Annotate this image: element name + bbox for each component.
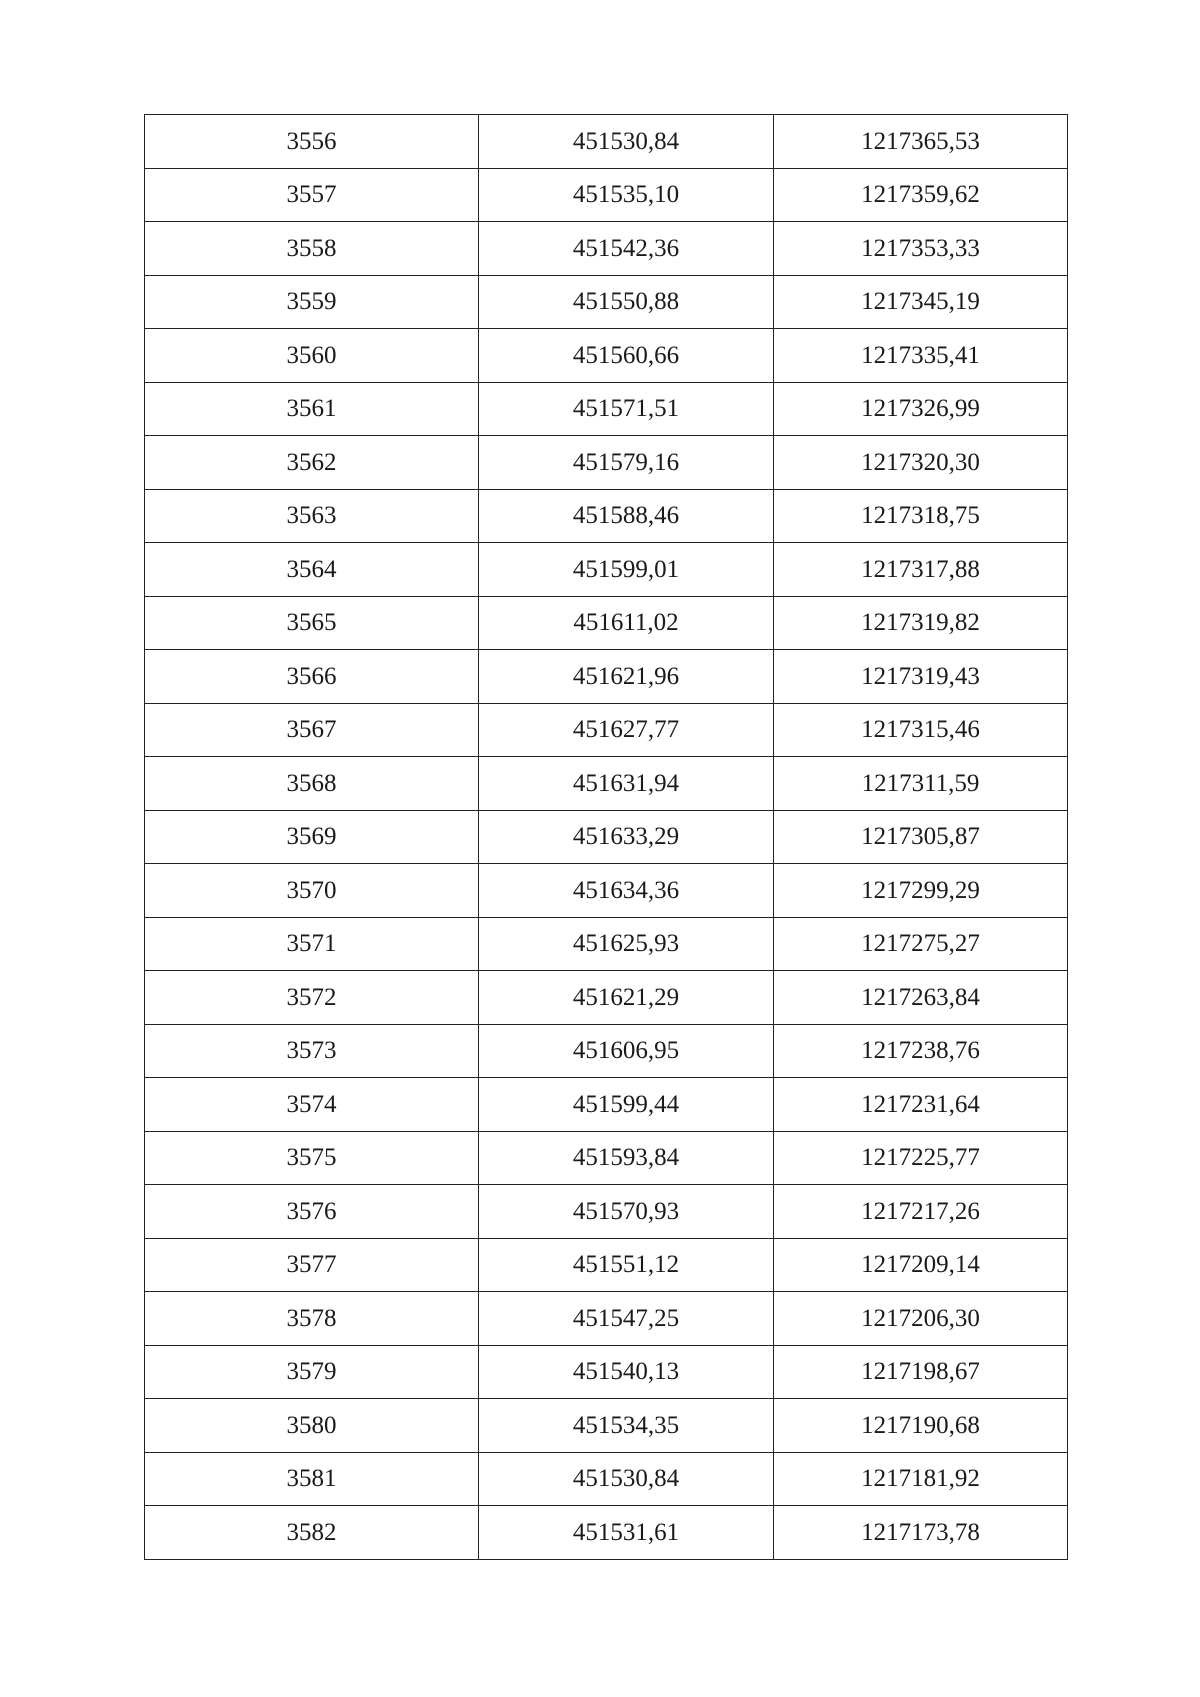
- y-coordinate-cell: 1217198,67: [774, 1345, 1068, 1399]
- y-coordinate-cell: 1217299,29: [774, 864, 1068, 918]
- table-row: [145, 864, 1068, 918]
- y-coordinate-cell: 1217359,62: [774, 168, 1068, 222]
- x-coordinate-cell: 451530,84: [479, 115, 774, 169]
- point-number-cell: 3557: [145, 168, 479, 222]
- point-number-cell: 3558: [145, 222, 479, 276]
- x-coordinate-cell: 451534,35: [479, 1399, 774, 1453]
- point-number-cell: 3569: [145, 810, 479, 864]
- x-coordinate-cell: 451606,95: [479, 1024, 774, 1078]
- point-number-cell: 3568: [145, 757, 479, 811]
- point-number-cell: 3571: [145, 917, 479, 971]
- point-number-cell: 3565: [145, 596, 479, 650]
- point-number-cell: 3575: [145, 1131, 479, 1185]
- y-coordinate-cell: 1217305,87: [774, 810, 1068, 864]
- y-coordinate-cell: 1217365,53: [774, 115, 1068, 169]
- table-row: [145, 543, 1068, 597]
- x-coordinate-cell: 451547,25: [479, 1292, 774, 1346]
- point-number-cell: 3570: [145, 864, 479, 918]
- x-coordinate-cell: 451633,29: [479, 810, 774, 864]
- y-coordinate-cell: 1217275,27: [774, 917, 1068, 971]
- x-coordinate-cell: 451599,01: [479, 543, 774, 597]
- y-coordinate-cell: 1217318,75: [774, 489, 1068, 543]
- table-row: [145, 1292, 1068, 1346]
- x-coordinate-cell: 451550,88: [479, 275, 774, 329]
- table-row: [145, 222, 1068, 276]
- table-row: [145, 1185, 1068, 1239]
- table-row: [145, 1452, 1068, 1506]
- table-row: [145, 115, 1068, 169]
- x-coordinate-cell: 451625,93: [479, 917, 774, 971]
- table-row: [145, 436, 1068, 490]
- x-coordinate-cell: 451599,44: [479, 1078, 774, 1132]
- x-coordinate-cell: 451588,46: [479, 489, 774, 543]
- x-coordinate-cell: 451531,61: [479, 1506, 774, 1560]
- y-coordinate-cell: 1217217,26: [774, 1185, 1068, 1239]
- x-coordinate-cell: 451540,13: [479, 1345, 774, 1399]
- point-number-cell: 3580: [145, 1399, 479, 1453]
- x-coordinate-cell: 451551,12: [479, 1238, 774, 1292]
- y-coordinate-cell: 1217190,68: [774, 1399, 1068, 1453]
- y-coordinate-cell: 1217209,14: [774, 1238, 1068, 1292]
- x-coordinate-cell: 451571,51: [479, 382, 774, 436]
- coordinates-table-body: [145, 115, 1068, 1560]
- table-row: [145, 1238, 1068, 1292]
- y-coordinate-cell: 1217319,82: [774, 596, 1068, 650]
- point-number-cell: 3576: [145, 1185, 479, 1239]
- y-coordinate-cell: 1217181,92: [774, 1452, 1068, 1506]
- table-row: [145, 489, 1068, 543]
- point-number-cell: 3577: [145, 1238, 479, 1292]
- y-coordinate-cell: 1217335,41: [774, 329, 1068, 383]
- table-row: [145, 275, 1068, 329]
- x-coordinate-cell: 451579,16: [479, 436, 774, 490]
- table-row: [145, 329, 1068, 383]
- x-coordinate-cell: 451530,84: [479, 1452, 774, 1506]
- point-number-cell: 3559: [145, 275, 479, 329]
- point-number-cell: 3562: [145, 436, 479, 490]
- point-number-cell: 3563: [145, 489, 479, 543]
- table-row: [145, 596, 1068, 650]
- point-number-cell: 3561: [145, 382, 479, 436]
- y-coordinate-cell: 1217326,99: [774, 382, 1068, 436]
- point-number-cell: 3578: [145, 1292, 479, 1346]
- table-row: [145, 1131, 1068, 1185]
- point-number-cell: 3567: [145, 703, 479, 757]
- point-number-cell: 3582: [145, 1506, 479, 1560]
- y-coordinate-cell: 1217206,30: [774, 1292, 1068, 1346]
- y-coordinate-cell: 1217320,30: [774, 436, 1068, 490]
- y-coordinate-cell: 1217173,78: [774, 1506, 1068, 1560]
- x-coordinate-cell: 451621,29: [479, 971, 774, 1025]
- table-row: [145, 757, 1068, 811]
- x-coordinate-cell: 451627,77: [479, 703, 774, 757]
- table-row: [145, 1078, 1068, 1132]
- y-coordinate-cell: 1217225,77: [774, 1131, 1068, 1185]
- y-coordinate-cell: 1217263,84: [774, 971, 1068, 1025]
- x-coordinate-cell: 451570,93: [479, 1185, 774, 1239]
- table-row: [145, 1506, 1068, 1560]
- x-coordinate-cell: 451560,66: [479, 329, 774, 383]
- point-number-cell: 3560: [145, 329, 479, 383]
- point-number-cell: 3556: [145, 115, 479, 169]
- point-number-cell: 3579: [145, 1345, 479, 1399]
- table-row: [145, 1399, 1068, 1453]
- table-row: [145, 1024, 1068, 1078]
- x-coordinate-cell: 451621,96: [479, 650, 774, 704]
- table-row: [145, 382, 1068, 436]
- x-coordinate-cell: 451611,02: [479, 596, 774, 650]
- y-coordinate-cell: 1217353,33: [774, 222, 1068, 276]
- y-coordinate-cell: 1217319,43: [774, 650, 1068, 704]
- x-coordinate-cell: 451634,36: [479, 864, 774, 918]
- y-coordinate-cell: 1217231,64: [774, 1078, 1068, 1132]
- table-row: [145, 650, 1068, 704]
- point-number-cell: 3566: [145, 650, 479, 704]
- x-coordinate-cell: 451593,84: [479, 1131, 774, 1185]
- coordinates-table: [144, 114, 1068, 1560]
- point-number-cell: 3564: [145, 543, 479, 597]
- table-row: [145, 810, 1068, 864]
- table-row: [145, 1345, 1068, 1399]
- table-row: [145, 168, 1068, 222]
- x-coordinate-cell: 451535,10: [479, 168, 774, 222]
- point-number-cell: 3574: [145, 1078, 479, 1132]
- y-coordinate-cell: 1217311,59: [774, 757, 1068, 811]
- y-coordinate-cell: 1217345,19: [774, 275, 1068, 329]
- x-coordinate-cell: 451542,36: [479, 222, 774, 276]
- y-coordinate-cell: 1217315,46: [774, 703, 1068, 757]
- y-coordinate-cell: 1217238,76: [774, 1024, 1068, 1078]
- table-row: [145, 971, 1068, 1025]
- table-row: [145, 703, 1068, 757]
- x-coordinate-cell: 451631,94: [479, 757, 774, 811]
- y-coordinate-cell: 1217317,88: [774, 543, 1068, 597]
- table-row: [145, 917, 1068, 971]
- point-number-cell: 3573: [145, 1024, 479, 1078]
- point-number-cell: 3572: [145, 971, 479, 1025]
- point-number-cell: 3581: [145, 1452, 479, 1506]
